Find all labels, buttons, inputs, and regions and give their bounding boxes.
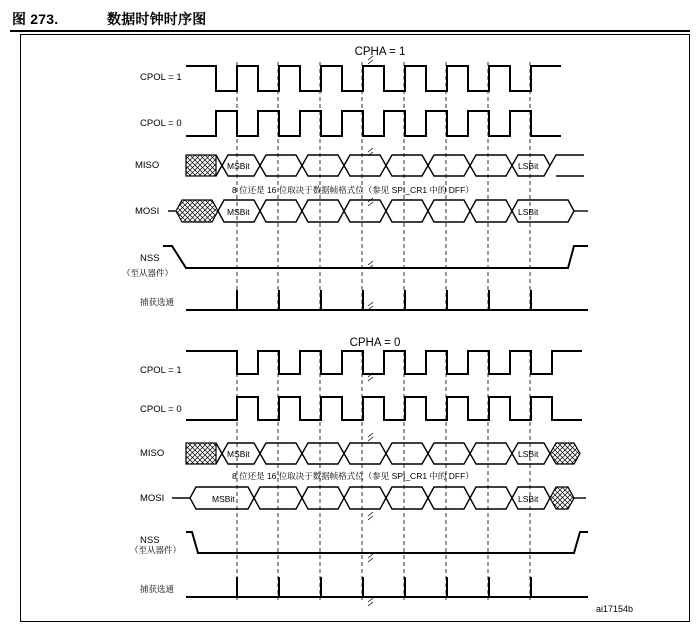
cpha0-cpol0-clock xyxy=(186,397,582,420)
cpha0-capture-label: 捕获选通 xyxy=(140,584,175,594)
cpha0-capture-strobe xyxy=(186,577,588,597)
panel-cpha0 xyxy=(130,337,588,606)
cpha1-miso-label: MISO xyxy=(135,160,160,171)
cpha1-title: CPHA = 1 xyxy=(354,46,406,58)
cpha0-mosi-msbit: MSBit xyxy=(212,494,235,504)
cpha1-miso-msbit: MSBit xyxy=(227,161,250,171)
cpha1-break-marks xyxy=(368,56,373,310)
cpha0-miso-lsbit: LSBit xyxy=(518,449,539,459)
cpha1-cpol1-label: CPOL = 1 xyxy=(140,72,182,83)
figure-reference-id: ai17154b xyxy=(595,604,633,614)
cpha1-mosi-lsbit: LSBit xyxy=(518,207,539,217)
cpha1-nss-sublabel: （至从器件） xyxy=(122,268,174,278)
cpha1-nss-wave xyxy=(163,246,588,268)
cpha0-mosi-lsbit: LSBit xyxy=(518,494,539,504)
cpha0-nss-sublabel: （至从器件） xyxy=(130,545,182,555)
cpha0-break-marks xyxy=(368,373,373,606)
cpha1-cpol0-clock xyxy=(186,111,561,136)
cpha0-cpol0-label: CPOL = 0 xyxy=(140,404,182,415)
cpha1-mosi-msbit: MSBit xyxy=(227,207,250,217)
cpha0-cpol1-clock xyxy=(186,351,582,374)
cpha1-cpol1-clock xyxy=(186,66,561,91)
cpha0-nss-wave xyxy=(186,532,588,553)
cpha0-miso-msbit: MSBit xyxy=(227,449,250,459)
cpha1-nss-label: NSS xyxy=(140,253,160,264)
cpha0-mosi-label: MOSI xyxy=(140,493,165,504)
figure-caption: 数据时钟时序图 xyxy=(107,11,207,27)
cpha0-title: CPHA = 0 xyxy=(349,337,401,349)
cpha0-cpol1-label: CPOL = 1 xyxy=(140,365,182,376)
cpha1-capture-label: 捕获选通 xyxy=(140,297,175,307)
cpha1-dff-note: 8 位还是 16 位取决于数据帧格式位（参见 SPI_CR1 中的 DFF） xyxy=(232,185,474,195)
cpha0-nss-label: NSS xyxy=(140,535,160,546)
panel-cpha1 xyxy=(122,46,588,314)
cpha1-mosi-label: MOSI xyxy=(135,206,160,217)
cpha1-cpol0-label: CPOL = 0 xyxy=(140,118,182,129)
cpha1-capture-strobe xyxy=(186,290,588,310)
cpha1-miso-lsbit: LSBit xyxy=(518,161,539,171)
figure-number: 图 273. xyxy=(12,11,59,27)
cpha0-dff-note: 8 位还是 16 位取决于数据帧格式位（参见 SPI_CR1 中的 DFF） xyxy=(232,471,474,481)
cpha0-miso-label: MISO xyxy=(140,448,165,459)
